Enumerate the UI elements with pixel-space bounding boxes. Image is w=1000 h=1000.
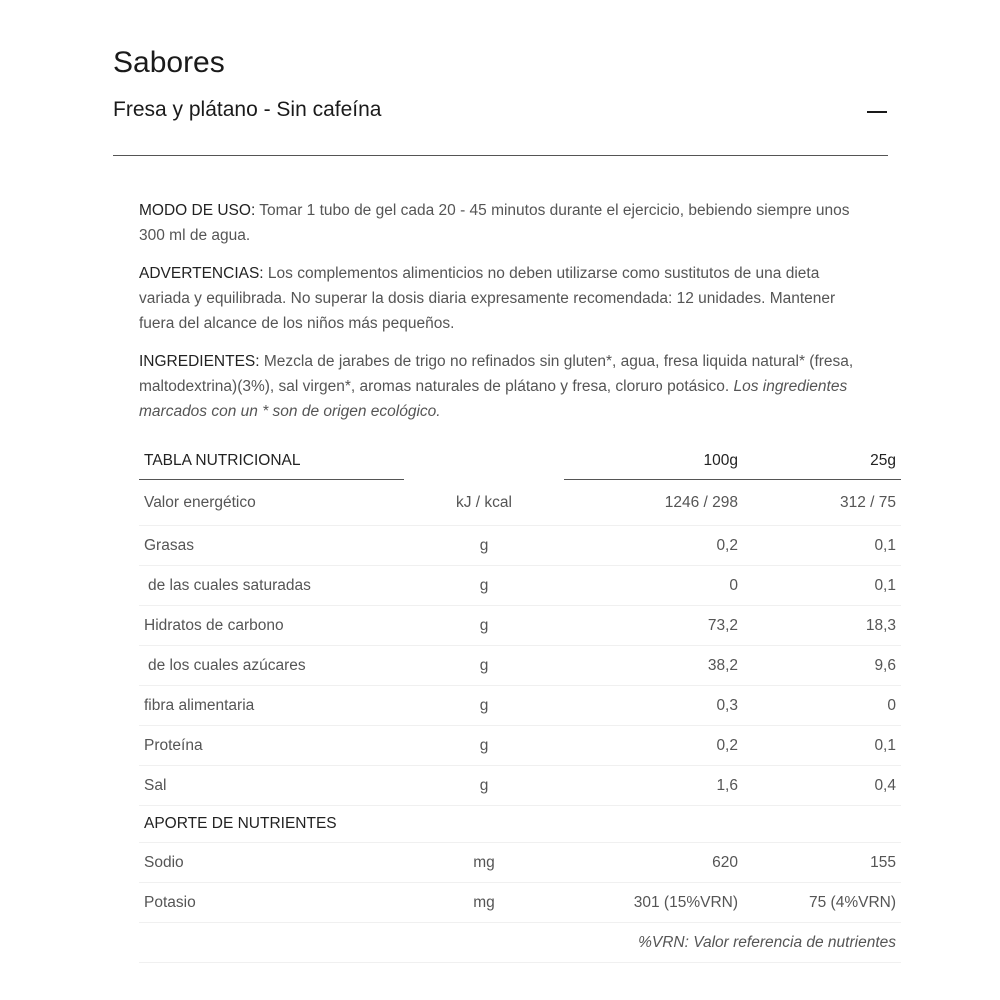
row-name: Sal bbox=[139, 766, 404, 806]
ingredients-label: INGREDIENTES: bbox=[139, 353, 260, 370]
row-unit: g bbox=[404, 526, 564, 566]
table-row bbox=[139, 883, 901, 923]
usage-label: MODO DE USO: bbox=[139, 202, 256, 219]
flavor-label: Fresa y plátano - Sin cafeína bbox=[113, 98, 382, 121]
warnings-paragraph bbox=[139, 261, 861, 336]
row-value-25g: 0,1 bbox=[743, 526, 901, 566]
ingredients-text: Mezcla de jarabes de trigo no refinados sin gluten*, agua, fresa liquida natural* (fresa, maltodextrina)(3%), sal virgen*, aromas naturales de plátano y fresa, cloruro potásico. bbox=[139, 353, 854, 395]
col-25g-header: 25g bbox=[743, 443, 901, 480]
row-value-25g: 0 bbox=[743, 686, 901, 726]
warnings-label: ADVERTENCIAS: bbox=[139, 265, 264, 282]
row-unit: g bbox=[404, 726, 564, 766]
row-unit: mg bbox=[404, 883, 564, 923]
row-name: Sodio bbox=[139, 843, 404, 883]
nutrients-header-row bbox=[139, 806, 901, 843]
col-100g-header: 100g bbox=[564, 443, 743, 480]
table-row bbox=[139, 766, 901, 806]
row-value-100g: 1,6 bbox=[564, 766, 743, 806]
table-row bbox=[139, 566, 901, 606]
minus-icon[interactable] bbox=[866, 100, 888, 122]
table-row bbox=[139, 480, 901, 526]
row-unit: g bbox=[404, 686, 564, 726]
row-name: de los cuales azúcares bbox=[139, 646, 404, 686]
flavor-accordion-header[interactable] bbox=[113, 96, 888, 156]
row-value-25g: 0,1 bbox=[743, 726, 901, 766]
row-name: Hidratos de carbono bbox=[139, 606, 404, 646]
row-unit: mg bbox=[404, 843, 564, 883]
row-value-25g: 0,4 bbox=[743, 766, 901, 806]
row-unit: g bbox=[404, 606, 564, 646]
section-title: Sabores bbox=[113, 46, 225, 79]
row-name: fibra alimentaria bbox=[139, 686, 404, 726]
row-value-100g: 0,2 bbox=[564, 526, 743, 566]
row-value-25g: 75 (4%VRN) bbox=[743, 883, 901, 923]
table-row bbox=[139, 606, 901, 646]
row-value-100g: 38,2 bbox=[564, 646, 743, 686]
row-value-100g: 0,2 bbox=[564, 726, 743, 766]
row-name: de las cuales saturadas bbox=[139, 566, 404, 606]
ingredients-note: Los ingredientes marcados con un * son de origen ecológico. bbox=[139, 378, 848, 420]
row-unit: g bbox=[404, 646, 564, 686]
row-value-100g: 301 (15%VRN) bbox=[564, 883, 743, 923]
row-value-25g: 155 bbox=[743, 843, 901, 883]
vrn-footnote: %VRN: Valor referencia de nutrientes bbox=[139, 923, 901, 963]
row-value-25g: 0,1 bbox=[743, 566, 901, 606]
row-name: Valor energético bbox=[139, 480, 404, 526]
row-unit: g bbox=[404, 766, 564, 806]
usage-paragraph bbox=[139, 198, 861, 248]
table-row bbox=[139, 526, 901, 566]
row-value-100g: 73,2 bbox=[564, 606, 743, 646]
nutrition-table bbox=[139, 443, 901, 963]
usage-text: Tomar 1 tubo de gel cada 20 - 45 minutos durante el ejercicio, bebiendo siempre unos 300 ml de agua. bbox=[139, 202, 850, 244]
table-header-row bbox=[139, 443, 901, 480]
row-name: Proteína bbox=[139, 726, 404, 766]
row-value-25g: 18,3 bbox=[743, 606, 901, 646]
table-row bbox=[139, 646, 901, 686]
row-name: Grasas bbox=[139, 526, 404, 566]
ingredients-paragraph bbox=[139, 349, 861, 424]
row-name: Potasio bbox=[139, 883, 404, 923]
row-value-100g: 620 bbox=[564, 843, 743, 883]
table-row bbox=[139, 726, 901, 766]
table-title: TABLA NUTRICIONAL bbox=[139, 443, 404, 480]
row-unit: kJ / kcal bbox=[404, 480, 564, 526]
row-value-25g: 312 / 75 bbox=[743, 480, 901, 526]
row-value-100g: 1246 / 298 bbox=[564, 480, 743, 526]
footnote-row bbox=[139, 923, 901, 963]
row-value-25g: 9,6 bbox=[743, 646, 901, 686]
table-row bbox=[139, 686, 901, 726]
warnings-text: Los complementos alimenticios no deben utilizarse como sustitutos de una dieta variada y equilibrada. No superar la dosis diaria expresamente recomendada: 12 unidades. Mantener fuera del alcance de los niños más pequeños. bbox=[139, 265, 836, 332]
table-row bbox=[139, 843, 901, 883]
row-value-100g: 0 bbox=[564, 566, 743, 606]
unit-header bbox=[404, 443, 564, 480]
row-value-100g: 0,3 bbox=[564, 686, 743, 726]
nutrients-title: APORTE DE NUTRIENTES bbox=[139, 806, 404, 843]
row-unit: g bbox=[404, 566, 564, 606]
product-info bbox=[139, 198, 861, 437]
